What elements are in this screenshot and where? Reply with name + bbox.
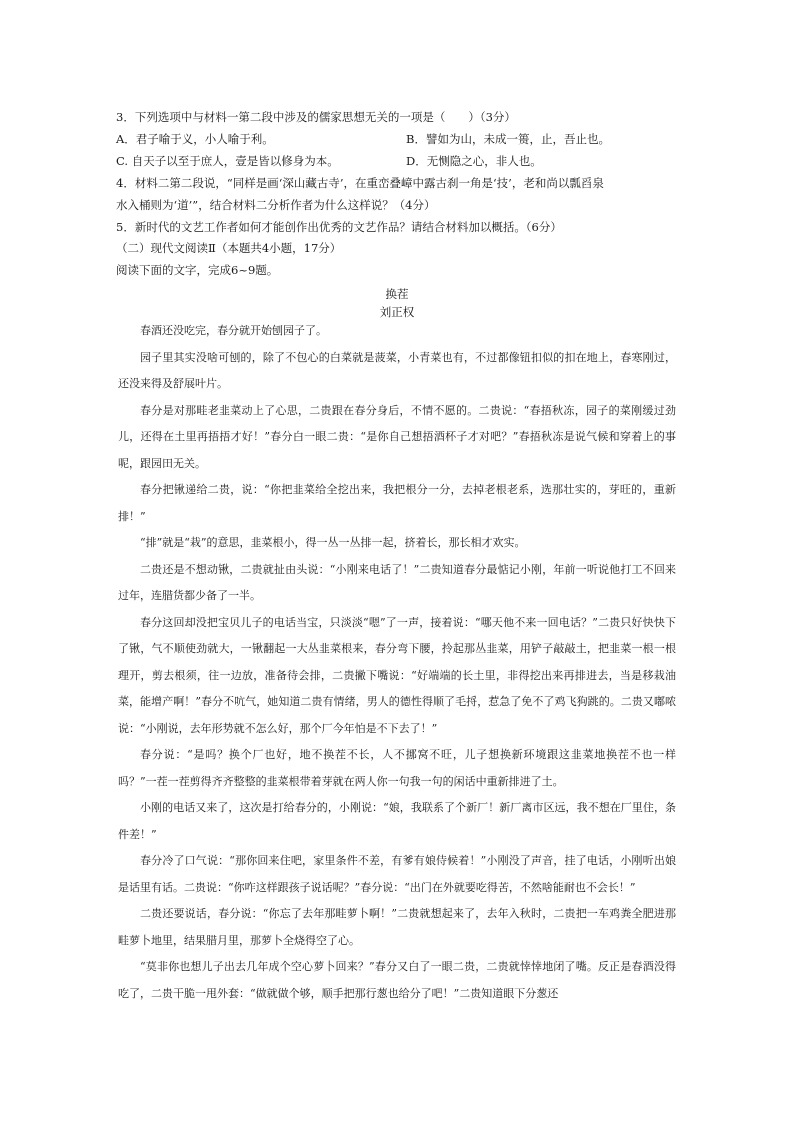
question-3-option-d: D．无恻隐之心，非人也。 xyxy=(406,154,542,168)
reading-instruction: 阅读下面的文字，完成6~9题。 xyxy=(116,263,279,277)
story-paragraph: 小刚的电话又来了，这次是打给春分的，小刚说：“娘，我联系了个新厂！新厂离市区远，我不想在厂里住，条件差！” xyxy=(118,801,676,841)
story-paragraph: 二贵还是不想动锹，二贵就扯由头说：“小刚来电话了！”二贵知道春分最惦记小刚，年前一听说他打工不回来过年，连腊货都少备了一半。 xyxy=(118,562,676,602)
story-title: 换茬 xyxy=(385,287,409,301)
question-4-line-2: 水入桶则为‘道’”，结合材料二分析作者为什么这样说？（4分） xyxy=(116,198,436,212)
story-paragraph: 二贵还要说话，春分说：“你忘了去年那畦萝卜啊！”二贵就想起来了，去年入秋时，二贵把一车鸡粪全肥进那畦萝卜地里，结果腊月里，那萝卜全烧得空了心。 xyxy=(118,907,676,947)
story-paragraph: “莫非你也想儿子出去几年成个空心萝卜回来？”春分又白了一眼二贵，二贵就悻悻地闭了嘴。反正是春酒没得吃了，二贵干脆一甩外套：“做就做个够，顺手把那行葱也给分了吧！”二贵知道眼下分葱还 xyxy=(118,960,676,1000)
story-paragraph: 春酒还没吃完，春分就开始刨园子了。 xyxy=(140,324,327,337)
question-5: 5．新时代的文艺工作者如何才能创作出优秀的文艺作品？请结合材料加以概括。（6分） xyxy=(116,220,562,234)
story-paragraph: 春分说：“是吗？换个厂也好，地不换茬不长，人不挪窝不旺，儿子想换新环境跟这韭菜地换茬不也一样吗？”一茬一茬剪得齐齐整整的韭菜根带着芽就在两人你一句我一句的闲话中重新排进了土。 xyxy=(118,748,676,788)
question-3-option-a: A．君子喻于义，小人喻于利。 xyxy=(116,132,274,146)
story-author: 刘正权 xyxy=(379,305,415,319)
story-paragraph: 春分冷了口气说：“那你回来住吧，家里条件不差，有爹有娘侍候着！”小刚没了声音，挂了电话，小刚听出娘是话里有话。二贵说：“你咋这样跟孩子说话呢？”春分说：“出门在外就要吃得苦，不然啥能耐也不会长！” xyxy=(118,854,676,894)
question-3-option-b: B．譬如为山，未成一篑，止，吾止也。 xyxy=(406,132,610,146)
story-paragraph: 春分是对那畦老韭菜动上了心思，二贵跟在春分身后，不情不愿的。二贵说：“春捂秋冻，园子的菜刚缓过劲儿，还得在土里再捂捂才好！”春分白一眼二贵：“是你自己想捂酒杯子才对吧？”春捂秋冻是说气候和穿着上的事呢，跟园田无关。 xyxy=(118,403,676,470)
story-paragraph: “排”就是“栽”的意思，韭菜根小，得一丛一丛排一起，挤着长，那长相才欢实。 xyxy=(140,536,526,549)
story-body xyxy=(118,318,676,1007)
story-paragraph: 春分这回却没把宝贝儿子的电话当宝，只淡淡“嗯”了一声，接着说：“哪天他不来一回电话？”二贵只好快快下了锹，气不顺使劲就大，一锹翻起一大丛韭菜根来，春分弯下腰，拎起那丛韭菜，用铲子敲敲土，把韭菜一根一根理开，剪去根须，往一边放，准备待会排，二贵撇下嘴说：“好端端的长土里，非得挖出来再排进去，当是移栽油菜，能增产啊！”春分不吭气，她知道二贵有情绪，男人的德性得顺了毛捋，惹急了免不了鸡飞狗跳的。二贵又嘟哝说：“小刚说，去年形势就不怎么好，那个厂今年怕是不下去了！” xyxy=(118,615,676,735)
question-4-line-1: 4．材料二第二段说，“同样是画‘深山藏古寺’，在重峦叠嶂中露古刹一角是‘技’，老和尚以瓢舀泉 xyxy=(116,176,604,190)
section-header: （二）现代文阅读Ⅱ（本题共4小题，17分） xyxy=(116,241,342,255)
question-3-option-c: C. 自天子以至于庶人，壹是皆以修身为本。 xyxy=(116,154,339,168)
question-3-stem: 3．下列选项中与材料一第二段中涉及的儒家思想无关的一项是（ ）（3分） xyxy=(116,110,516,124)
story-paragraph: 春分把锹递给二贵，说：“你把韭菜给全挖出来，我把根分一分，去掉老根老系，选那壮实的，芽旺的，重新排！” xyxy=(118,483,676,523)
story-paragraph: 园子里其实没啥可刨的，除了不包心的白菜就是菠菜，小青菜也有，不过都像钮扣似的扣在地上，春寒刚过，还没来得及舒展叶片。 xyxy=(118,350,676,390)
